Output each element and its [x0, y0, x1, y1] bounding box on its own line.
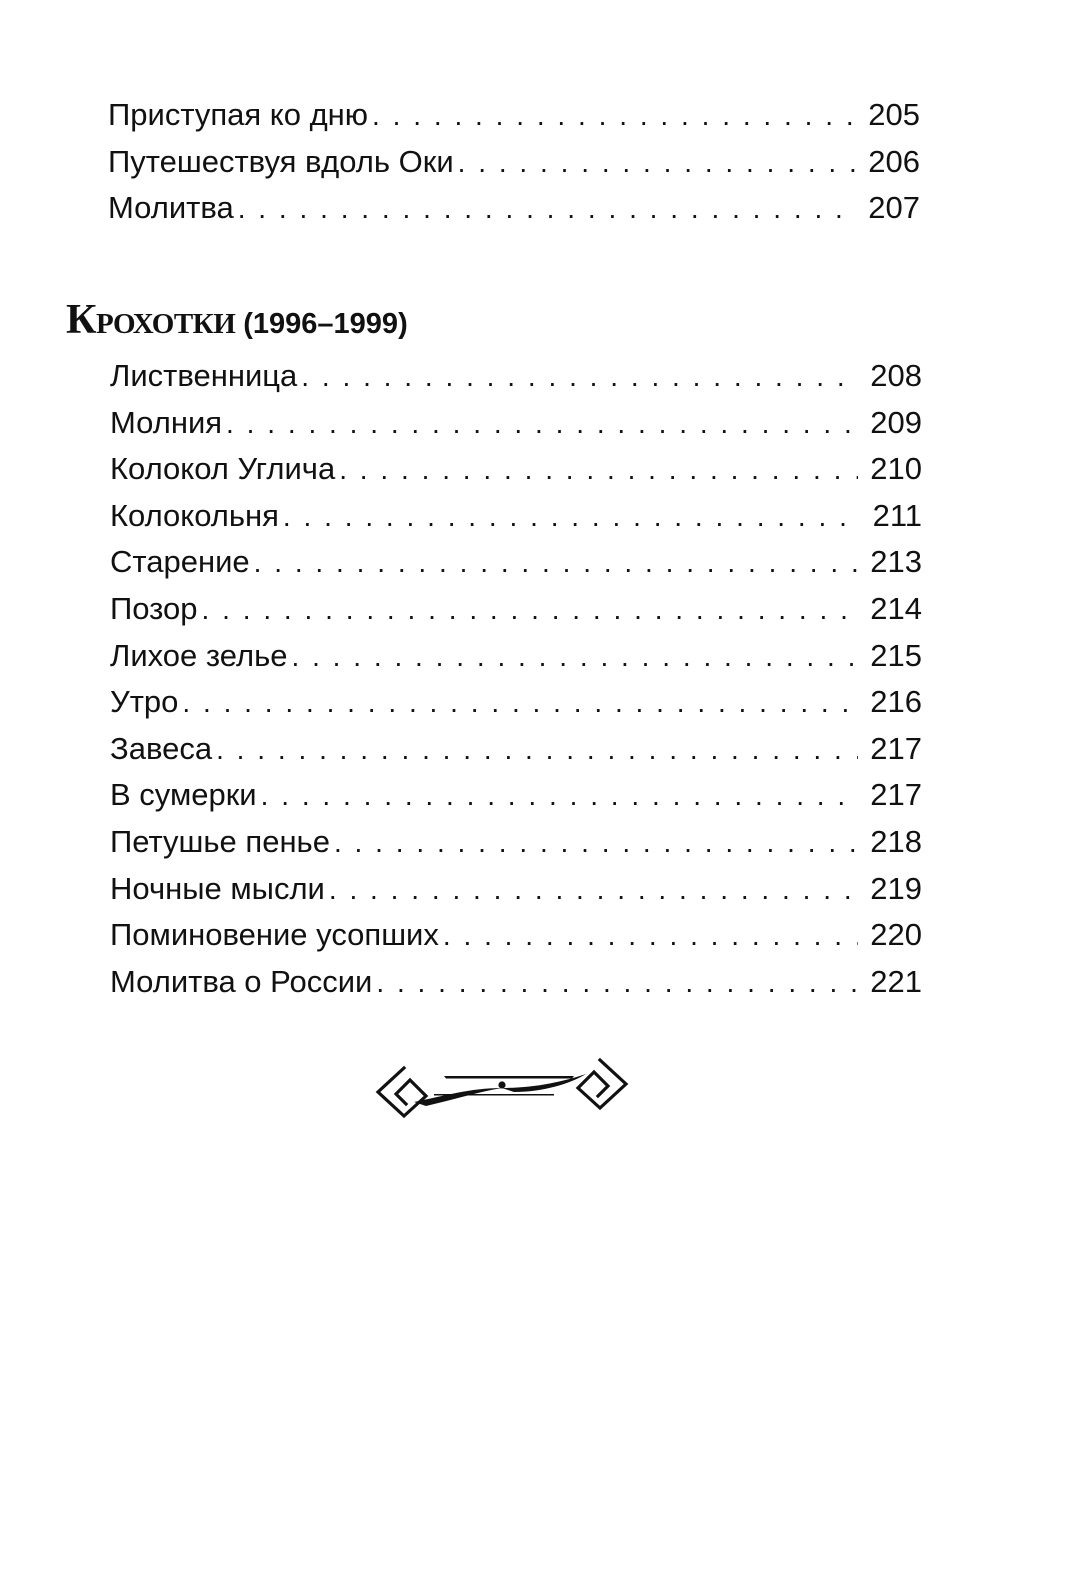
toc-entry[interactable]: [110, 726, 922, 773]
section-heading[interactable]: [66, 296, 408, 344]
toc-entry-title: Старение: [110, 544, 250, 580]
toc-entry[interactable]: [108, 185, 920, 232]
toc-dot-leader: [291, 634, 858, 680]
toc-entry-title: Молния: [110, 404, 223, 440]
toc-entry[interactable]: [110, 819, 922, 866]
toc-entry-page: 216: [870, 684, 922, 720]
toc-entry-page: 207: [868, 190, 920, 226]
toc-entry[interactable]: [110, 493, 922, 540]
toc-entry-page: 218: [870, 823, 922, 859]
section-years: (1996–1999): [243, 308, 408, 340]
toc-dot-leader: [443, 913, 858, 959]
toc-entry-title: Лиственница: [110, 358, 298, 393]
toc-entry[interactable]: [110, 539, 922, 586]
toc-entry[interactable]: [110, 959, 922, 1006]
toc-entry-page: 217: [870, 777, 922, 813]
toc-entry-title: Ночные мысли: [110, 870, 325, 906]
toc-dot-leader: [254, 540, 858, 586]
toc-entry-page: 221: [870, 963, 922, 999]
toc-entry-page: 215: [870, 637, 922, 673]
toc-entry-title: В сумерки: [110, 777, 257, 813]
toc-entry[interactable]: [110, 400, 922, 447]
toc-entry-page: 219: [870, 870, 922, 906]
toc-entry-title: Колокол Углича: [110, 451, 336, 487]
toc-entry[interactable]: [110, 353, 922, 400]
toc-entry-title: Молитва: [108, 190, 234, 226]
toc-entry[interactable]: [110, 912, 922, 959]
toc-entry-title: Поминовение усопших: [110, 917, 439, 953]
toc-entry-title: Колокольня: [110, 497, 279, 533]
toc-entry-title: Путешествуя вдоль Оки: [108, 143, 454, 179]
toc-dot-leader: [376, 960, 858, 1006]
toc-dot-leader: [339, 447, 858, 493]
section-title: Крохотки: [66, 297, 236, 343]
toc-entry[interactable]: [108, 92, 920, 139]
toc-entry-page: 220: [870, 917, 922, 953]
toc-entry[interactable]: [110, 586, 922, 633]
toc-entry[interactable]: [110, 772, 922, 819]
toc-entry-title: Позор: [110, 590, 198, 626]
toc-entry-page: 205: [868, 97, 920, 132]
toc-entry[interactable]: [110, 446, 922, 493]
toc-entry-page: 213: [870, 544, 922, 580]
toc-entry-title: Петушье пенье: [110, 823, 330, 859]
toc-entry[interactable]: [110, 866, 922, 913]
toc-entry-page: 208: [870, 358, 922, 393]
toc-entry[interactable]: [108, 139, 920, 186]
toc-entry-title: Утро: [110, 684, 179, 720]
toc-entry-page: 209: [870, 404, 922, 440]
toc-dot-leader: [216, 727, 858, 773]
toc-entry[interactable]: [110, 679, 922, 726]
toc-dot-leader: [301, 354, 858, 400]
toc-entry-title: Приступая ко дню: [108, 97, 369, 132]
toc-entry[interactable]: [110, 633, 922, 680]
toc-list-section: [110, 353, 922, 1005]
toc-entry-page: 211: [872, 497, 922, 533]
toc-dot-leader: [182, 680, 858, 726]
toc-dot-leader: [261, 773, 858, 819]
toc-dot-leader: [238, 186, 856, 232]
toc-entry-page: 210: [870, 451, 922, 487]
toc-dot-leader: [283, 494, 858, 540]
toc-dot-leader: [372, 93, 856, 139]
toc-entry-title: Завеса: [110, 730, 213, 766]
toc-dot-leader: [226, 401, 858, 447]
toc-dot-leader: [202, 587, 858, 633]
toc-dot-leader: [458, 140, 856, 186]
toc-entry-page: 214: [870, 590, 922, 626]
toc-list-previous: [108, 92, 920, 232]
toc-entry-title: Молитва о России: [110, 963, 373, 999]
decorative-divider-icon: [374, 1050, 630, 1126]
toc-entry-title: Лихое зелье: [110, 637, 288, 673]
toc-entry-page: 206: [868, 143, 920, 179]
toc-dot-leader: [334, 820, 858, 866]
toc-dot-leader: [329, 867, 858, 913]
toc-entry-page: 217: [870, 730, 922, 766]
